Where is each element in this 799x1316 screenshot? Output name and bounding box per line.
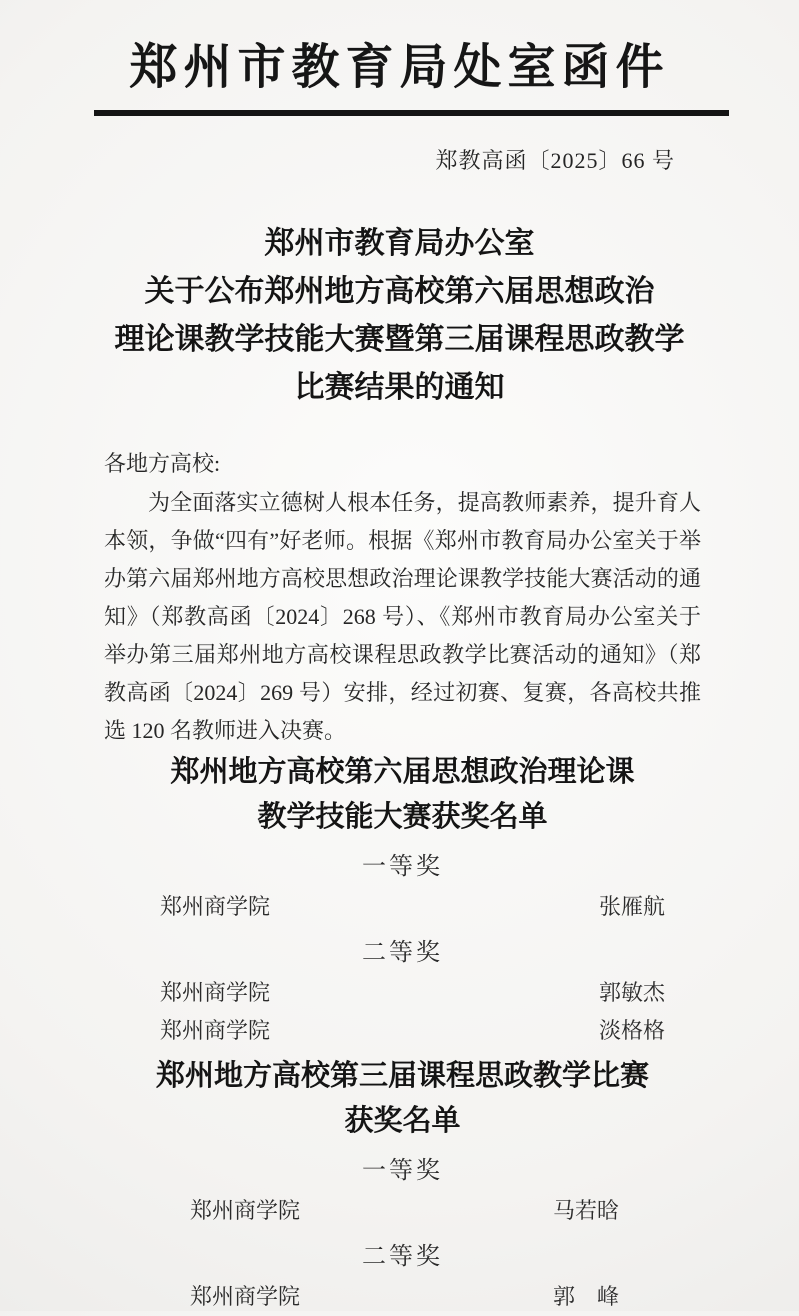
award-tier-label: 二等奖 bbox=[362, 1244, 443, 1270]
notice-title-line: 比赛结果的通知 bbox=[294, 371, 505, 404]
award-tier-label: 二等奖 bbox=[362, 940, 443, 966]
award-row bbox=[104, 888, 701, 926]
document-number: 郑教高函〔2025〕66 号 bbox=[435, 148, 675, 173]
notice-title-line: 关于公布郑州地方高校第六届思想政治 bbox=[144, 275, 655, 308]
award-tier-label: 一等奖 bbox=[362, 1158, 443, 1184]
winner-name: 郭 峰 bbox=[552, 1284, 619, 1309]
school-name: 郑州商学院 bbox=[190, 1284, 301, 1309]
notice-title-line: 理论课教学技能大赛暨第三届课程思政教学 bbox=[114, 323, 685, 356]
award-row bbox=[104, 974, 701, 1012]
document-body bbox=[104, 444, 701, 1316]
section-heading-line: 教学技能大赛获奖名单 bbox=[257, 801, 548, 833]
award-group-second-prize bbox=[104, 1242, 701, 1316]
body-paragraph: 为全面落实立德树人根本任务，提高教师素养，提升育人本领，争做“四有”好老师。根据《郑州市教育局办公室关于举办第六届郑州地方高校思想政治理论课教学技能大赛活动的通知》（郑教高函〔2024〕268 号）、《郑州市教育局办公室关于举办第三届郑州地方高校课程思政教学比赛活动的通知》（郑教高函〔2024〕269 号）安排，经过初赛、复赛，各高校共推选 120 名教师进入决赛。 bbox=[104, 490, 701, 743]
award-group-first-prize bbox=[104, 852, 701, 926]
award-section-skill-contest bbox=[104, 750, 701, 1050]
award-section-ideology-course-contest bbox=[104, 1054, 701, 1316]
award-tier-label: 一等奖 bbox=[362, 854, 443, 880]
award-group-first-prize bbox=[104, 1156, 701, 1230]
school-name: 郑州商学院 bbox=[160, 894, 271, 919]
award-group-second-prize bbox=[104, 938, 701, 1050]
school-name: 郑州商学院 bbox=[160, 980, 271, 1005]
salutation: 各地方高校: bbox=[104, 451, 221, 476]
award-row bbox=[104, 1278, 701, 1316]
section-heading bbox=[104, 750, 701, 840]
section-heading bbox=[104, 1054, 701, 1144]
winner-name: 淡格格 bbox=[598, 1018, 665, 1043]
school-name: 郑州商学院 bbox=[160, 1018, 271, 1043]
notice-title-line: 郑州市教育局办公室 bbox=[264, 227, 535, 260]
winner-name: 郭敏杰 bbox=[598, 980, 665, 1005]
school-name: 郑州商学院 bbox=[190, 1198, 301, 1223]
award-row bbox=[104, 1192, 701, 1230]
section-heading-line: 获奖名单 bbox=[344, 1105, 461, 1137]
winner-name: 马若晗 bbox=[552, 1198, 619, 1223]
section-heading-line: 郑州地方高校第六届思想政治理论课 bbox=[170, 756, 635, 788]
winner-name: 张雁航 bbox=[598, 894, 665, 919]
letterhead-divider bbox=[94, 110, 729, 116]
letterhead-title: 郑州市教育局处室函件 bbox=[129, 41, 670, 94]
award-row bbox=[104, 1012, 701, 1050]
notice-title bbox=[0, 220, 799, 412]
section-heading-line: 郑州地方高校第三届课程思政教学比赛 bbox=[155, 1060, 649, 1092]
